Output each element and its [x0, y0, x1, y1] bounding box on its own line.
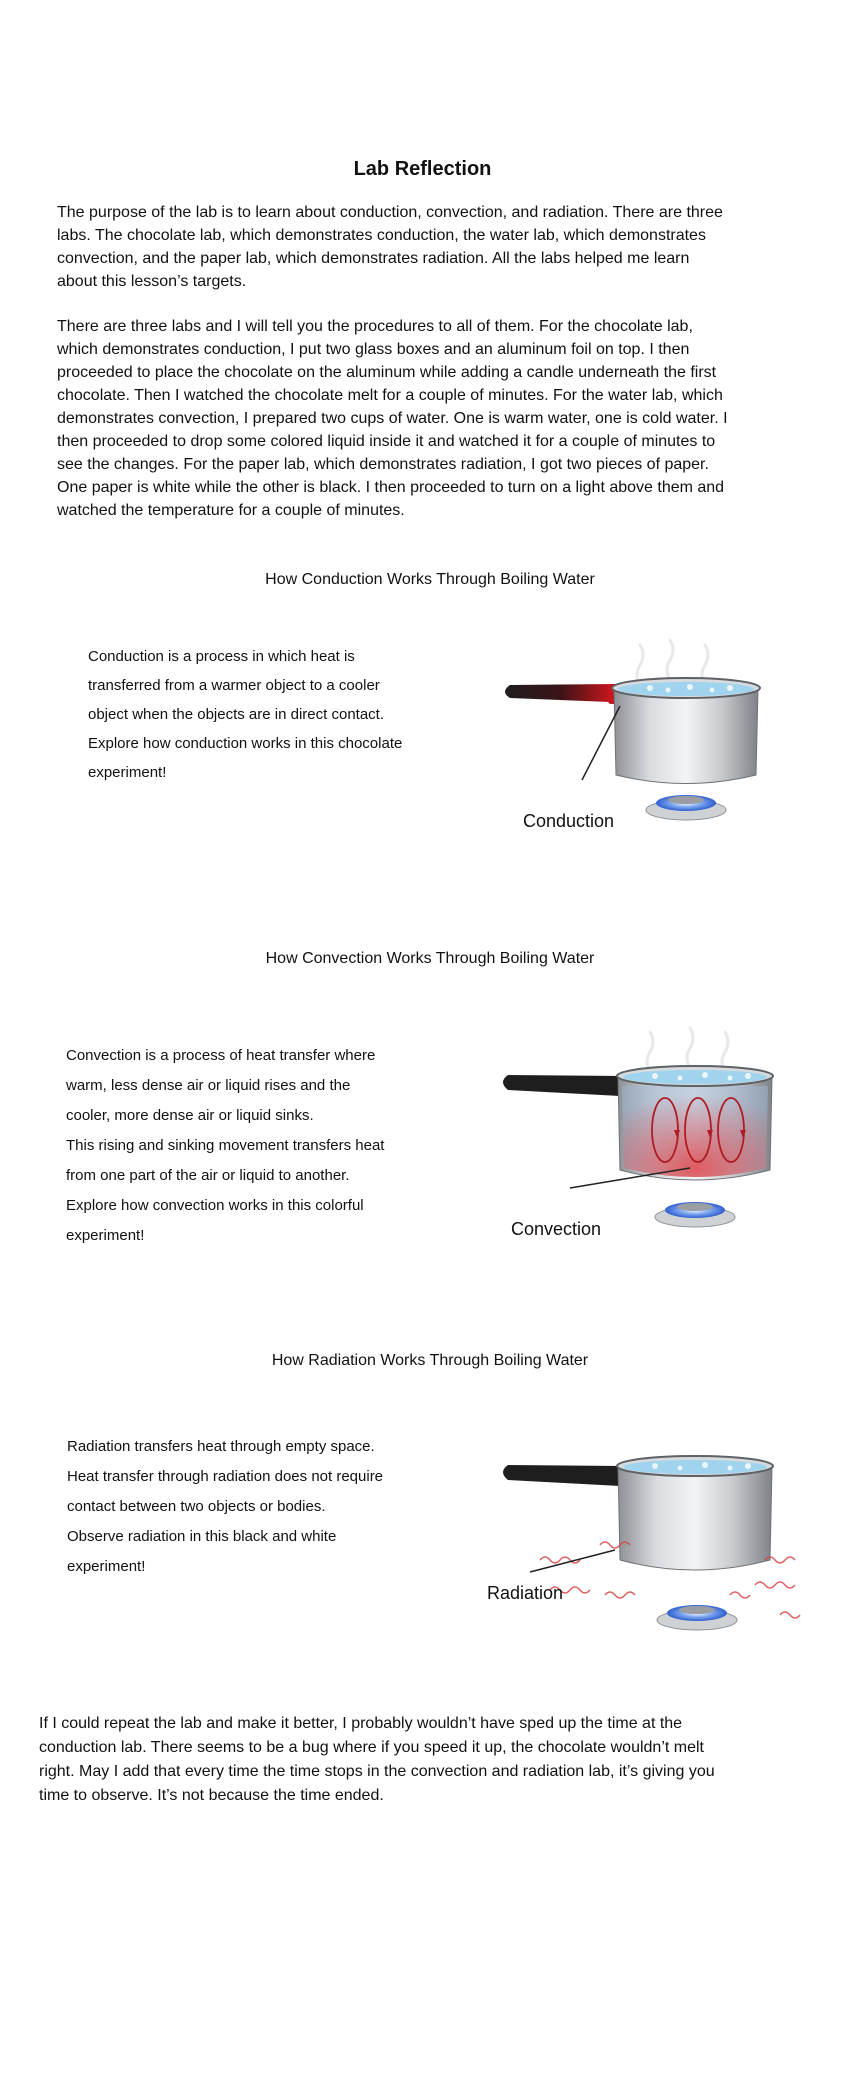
convection-line: warm, less dense air or liquid rises and the — [66, 1077, 351, 1094]
convection-line: Convection is a process of heat transfer where — [66, 1047, 376, 1064]
convection-line: cooler, more dense air or liquid sinks. — [66, 1107, 314, 1124]
procedures-line: watched the temperature for a couple of minutes. — [57, 502, 405, 519]
convection-line: experiment! — [66, 1227, 145, 1244]
conclusion-line: If I could repeat the lab and make it better, I probably wouldn’t have sped up the time at the — [39, 1715, 683, 1732]
radiation-line: Radiation transfers heat through empty space. — [67, 1438, 375, 1455]
burner-icon — [655, 1202, 735, 1227]
procedures-line: chocolate. Then I watched the chocolate melt for a couple of minutes. For the water lab, which — [57, 387, 723, 404]
procedures-line: There are three labs and I will tell you the procedures to all of them. For the chocolate lab, — [57, 318, 693, 335]
pot-radiation-illustration — [490, 1420, 810, 1640]
conclusion-line: conduction lab. There seems to be a bug where if you speed it up, the chocolate wouldn’t melt — [39, 1739, 704, 1756]
intro-line: convection, and the paper lab, which demonstrates radiation. All the labs helped me learn — [57, 250, 690, 267]
procedures-line: proceeded to place the chocolate on the aluminum while adding a candle underneath the first — [57, 364, 717, 381]
pot-convection-illustration — [490, 1030, 790, 1240]
burner-icon — [646, 795, 726, 820]
convection-line: from one part of the air or liquid to another. — [66, 1167, 350, 1184]
radiation-label: Radiation — [487, 1583, 564, 1603]
conduction-heading: How Conduction Works Through Boiling Water — [265, 571, 595, 588]
intro-line: The purpose of the lab is to learn about conduction, convection, and radiation. There are three — [57, 204, 723, 221]
intro-line: labs. The chocolate lab, which demonstrates conduction, the water lab, which demonstrates — [57, 227, 706, 244]
conduction-line: experiment! — [88, 764, 167, 781]
radiation-line: experiment! — [67, 1558, 146, 1575]
burner-icon — [657, 1605, 737, 1630]
convection-line: Explore how convection works in this colorful — [66, 1197, 364, 1214]
convection-line: This rising and sinking movement transfers heat — [66, 1137, 385, 1154]
procedures-line: which demonstrates conduction, I put two glass boxes and an aluminum foil on top. I then — [57, 341, 690, 358]
conduction-label: Conduction — [523, 811, 615, 831]
radiation-line: Observe radiation in this black and white — [67, 1528, 337, 1545]
radiation-heading: How Radiation Works Through Boiling Water — [271, 1352, 589, 1369]
conduction-line: Conduction is a process in which heat is — [88, 648, 355, 665]
conduction-line: object when the objects are in direct contact. — [88, 706, 385, 723]
procedures-line: see the changes. For the paper lab, which demonstrates radiation, I got two pieces of paper. — [57, 456, 709, 473]
procedures-line: demonstrates convection, I prepared two cups of water. One is warm water, one is cold water. I — [57, 410, 728, 427]
radiation-line: contact between two objects or bodies. — [67, 1498, 326, 1515]
conclusion-line: right. May I add that every time the time stops in the convection and radiation lab, it’s giving you — [39, 1763, 715, 1780]
conduction-line: Explore how conduction works in this chocolate — [88, 735, 403, 752]
convection-label: Convection — [511, 1219, 602, 1239]
convection-heading: How Convection Works Through Boiling Water — [265, 950, 595, 967]
procedures-line: then proceeded to drop some colored liquid inside it and watched it for a couple of minutes to — [57, 433, 716, 450]
procedures-line: One paper is white while the other is black. I then proceeded to turn on a light above them and — [57, 479, 725, 496]
page-title: Lab Reflection — [353, 158, 492, 180]
intro-line: about this lesson’s targets. — [57, 273, 247, 290]
radiation-line: Heat transfer through radiation does not require — [67, 1468, 384, 1485]
conduction-line: transferred from a warmer object to a cooler — [88, 677, 380, 694]
pot-conduction-illustration — [490, 640, 790, 840]
conclusion-line: time to observe. It’s not because the time ended. — [39, 1787, 384, 1804]
